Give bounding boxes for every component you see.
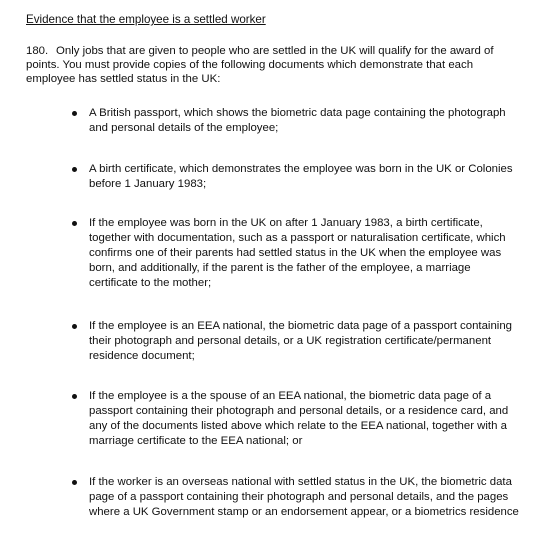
list-item-line: If the employee was born in the UK on after 1 January 1983, a birth certificate, xyxy=(89,217,483,229)
paragraph-180 xyxy=(26,44,536,86)
list-item-line: residence document; xyxy=(89,350,195,362)
list-item-line: passport containing their photograph and personal details, or a residence card, and xyxy=(89,405,509,417)
list-item-line: together with documentation, such as a passport or naturalisation certificate, which xyxy=(89,232,506,244)
list-item-text xyxy=(89,475,549,520)
list-item-line: page of a passport containing their photograph and personal details, and the pages xyxy=(89,491,509,503)
bullet-icon xyxy=(72,394,77,399)
list-item-text xyxy=(89,216,549,291)
list-item-line: where a UK Government stamp or an endorsement appear, or a biometrics residence xyxy=(89,506,519,518)
list-item-line: certificate to the mother; xyxy=(89,277,212,289)
list-item-line: If the worker is an overseas national with settled status in the UK, the biometric data xyxy=(89,476,512,488)
paragraph-text: Only jobs that are given to people who are settled in the UK will qualify for the award of xyxy=(56,45,494,57)
bullet-icon xyxy=(72,221,77,226)
list-item-line: any of the documents listed above which relate to the EEA national, together with a xyxy=(89,420,507,432)
list-item-text xyxy=(89,106,549,136)
list-item-line: confirms one of their parents had settled status in the UK when the employee was xyxy=(89,247,502,259)
bullet-icon xyxy=(72,324,77,329)
paragraph-line xyxy=(26,44,536,58)
list-item-line: before 1 January 1983; xyxy=(89,178,207,190)
list-item-line: and personal details of the employee; xyxy=(89,122,279,134)
list-item-line: marriage certificate to the EEA national; or xyxy=(89,435,303,447)
list-item-line: If the employee is an EEA national, the biometric data page of a passport containing xyxy=(89,320,512,332)
list-item-line: A British passport, which shows the biometric data page containing the photograph xyxy=(89,107,506,119)
list-item-text xyxy=(89,389,549,449)
list-item-text xyxy=(89,162,549,192)
paragraph-line: employee has settled status in the UK: xyxy=(26,73,221,85)
bullet-icon xyxy=(72,111,77,116)
section-heading: Evidence that the employee is a settled worker xyxy=(26,13,266,26)
list-item-line: their photograph and personal details, or a UK registration certificate/permanent xyxy=(89,335,492,347)
list-item-line: A birth certificate, which demonstrates the employee was born in the UK or Colonies xyxy=(89,163,513,175)
bullet-icon xyxy=(72,167,77,172)
list-item-line: If the employee is a the spouse of an EEA national, the biometric data page of a xyxy=(89,390,492,402)
bullet-icon xyxy=(72,480,77,485)
list-item-line: born, and additionally, if the parent is the father of the employee, a marriage xyxy=(89,262,471,274)
paragraph-number: 180. xyxy=(26,45,49,57)
list-item-text xyxy=(89,319,549,364)
paragraph-line: points. You must provide copies of the following documents which demonstrate that each xyxy=(26,59,474,71)
